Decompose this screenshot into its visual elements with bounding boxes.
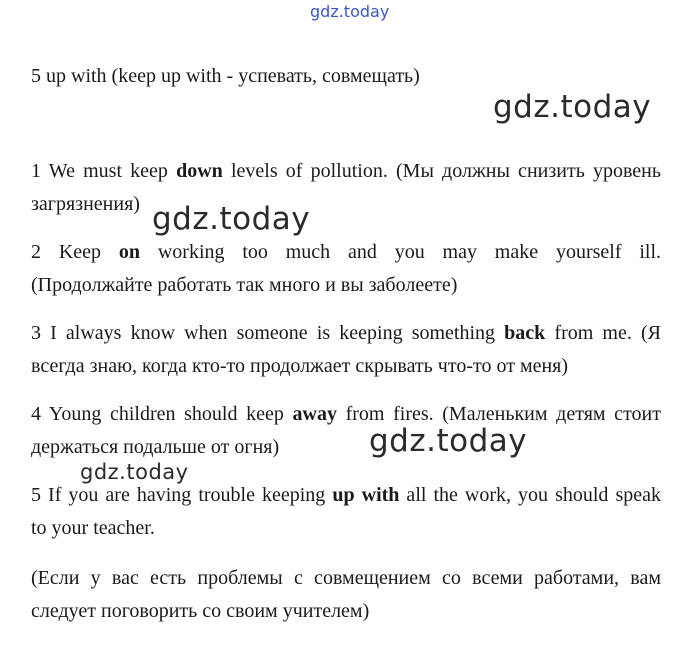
item-2-post: working too much and you may make yourself ill. — [140, 241, 661, 263]
item-2-bold: on — [118, 241, 140, 263]
item-3-line-1 — [31, 317, 661, 350]
item-2-line-1 — [31, 236, 661, 269]
item-1-pre: 1 We must keep — [31, 160, 177, 182]
item-1-line-2: загрязнения) — [31, 193, 140, 215]
item-3-line-2: всегда знаю, когда кто-то продолжает скрывать что-то от меня) — [31, 355, 569, 377]
item-1-post: levels of pollution. (Мы должны снизить уровень — [222, 160, 662, 182]
item-4-bold: away — [292, 403, 337, 425]
item-5-pre: 5 If you are having trouble keeping — [31, 484, 333, 506]
watermark-top: gdz.today — [310, 2, 390, 21]
item-4-post: from fires. (Маленьким детям стоит — [336, 403, 661, 425]
watermark: gdz.today — [493, 89, 652, 125]
watermark-small: gdz.today — [80, 460, 189, 484]
watermark: gdz.today — [152, 201, 311, 237]
item-1-line-1 — [31, 155, 661, 188]
item-4-pre: 4 Young children should keep — [31, 403, 293, 425]
item-3-post: from me. (Я — [545, 322, 661, 344]
item-5-post: all the work, you should speak — [399, 484, 661, 506]
item-2-pre: 2 Keep — [31, 241, 119, 263]
item-3-bold: back — [504, 322, 546, 344]
item-1-bold: down — [176, 160, 223, 182]
item-4-line-1 — [31, 398, 661, 431]
item-4-line-2: держаться подальше от огня) — [31, 436, 280, 458]
translation-line-1: (Если у вас есть проблемы с совмещением со всеми работами, вам — [31, 567, 661, 589]
watermark: gdz.today — [369, 423, 528, 459]
item-5-line-2: to your teacher. — [31, 517, 155, 539]
item-2-line-2: (Продолжайте работать так много и вы заболеете) — [31, 274, 458, 296]
heading-line: 5 up with (keep up with - успевать, совмещать) — [31, 65, 420, 87]
translation-line-2: следует поговорить со своим учителем) — [31, 600, 370, 622]
item-5-bold: up with — [332, 484, 400, 506]
item-5-line-1 — [31, 479, 661, 512]
item-3-pre: 3 I always know when someone is keeping something — [31, 322, 505, 344]
